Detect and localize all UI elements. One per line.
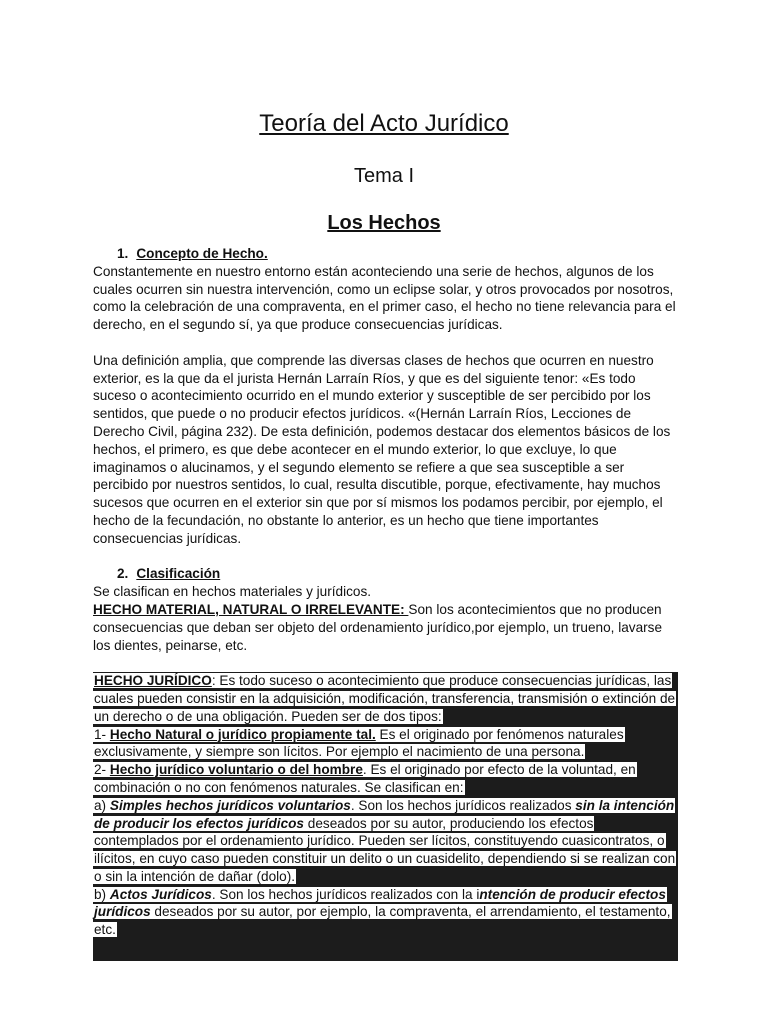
item-2-paragraph (93, 761, 678, 797)
item-a-label: Simples hechos jurídicos voluntarios (109, 797, 351, 813)
item-1-prefix: 1- (94, 726, 110, 742)
item-b-label: Actos Jurídicos (109, 886, 212, 902)
item-b-text-2: deseados por su autor, por ejemplo, la compraventa, el arrendamiento, el testamento, etc. (94, 904, 671, 938)
item-a-text-2: deseados por su autor, produciendo los efectos contemplados por el ordenamiento jurídico. Pueden ser lícitos, constituyendo cuasicontratos, o ilícitos, en cuyo caso pueden constituir un delito o un cuasidelito, dependiendo si se realizan con o sin la intención de dañar (dolo). (94, 815, 676, 884)
juridico-text: : Es todo suceso o acontecimiento que produce consecuencias jurídicas, las cuales pueden consistir en la adquisición, modificación, transferencia, transmisión o extinción de un derecho o de una obligación. Pueden ser de dos tipos: (94, 673, 676, 724)
item-b-paragraph (93, 886, 678, 939)
document-subtitle: Tema I (353, 165, 415, 187)
material-text: Son los acontecimientos que no producen consecuencias que deban ser objeto del ordenamiento jurídico,por ejemplo, un trueno, lavarse los dientes, peinarse, etc. (93, 601, 663, 653)
section-1-paragraph-2: Una definición amplia, que comprende las diversas clases de hechos que ocurren en nuestro exterior, es la que da el jurista Hernán Larraín Ríos, y que es del siguiente tenor: «Es todo suceso o acontecimiento ocurrido en el mundo exterior y susceptible de ser percibido por los sentidos, que puede o no producir efectos jurídicos. «(Hernán Larraín Ríos, Lecciones de Derecho Civil, página 232). De esta definición, podemos destacar dos elementos básicos de los hechos, el primero, es que debe acontecer en el mundo exterior, lo que excluye, lo que imaginamos o alucinamos, y el segundo elemento se refiere a que sea susceptible a ser percibido por nuestros sentidos, lo cual, resulta discutible, porque, efectivamente, hay muchos sucesos que ocurren en el exterior sin que por sí mismos los podamos percibir, por ejemplo, el hecho de la fecundación, no obstante lo anterior, es un hecho que tiene importantes consecuencias jurídicas. (93, 352, 671, 546)
item-2-label: Hecho jurídico voluntario o del hombre (109, 762, 363, 778)
item-a-text-1: . Son los hechos jurídicos realizados (350, 797, 576, 813)
item-b-text-1: . Son los hechos jurídicos realizados con la i (211, 886, 480, 902)
section-1-label: Concepto de Hecho. (136, 246, 268, 261)
juridico-label: HECHO JURÍDICO (94, 673, 212, 689)
section-2-heading (93, 565, 678, 583)
item-b-emphasis: ntención de producir efectos jurídicos (94, 886, 666, 920)
item-a-emphasis: sin la intención de producir los efectos jurídicos (94, 797, 675, 831)
material-label: HECHO MATERIAL, NATURAL O IRRELEVANTE: (93, 601, 409, 617)
section-2-number: 2. (117, 566, 129, 582)
section-2-label: Clasificación (136, 566, 221, 582)
item-1-paragraph (93, 726, 678, 762)
section-1-heading (93, 245, 678, 263)
item-b-prefix: b) (94, 886, 110, 902)
juridico-paragraph (93, 672, 678, 725)
document-body (93, 245, 678, 961)
item-a-paragraph (93, 797, 678, 886)
item-a-prefix: a) (94, 797, 110, 813)
material-paragraph (93, 601, 678, 654)
item-2-prefix: 2- (94, 762, 110, 778)
section-title: Los Hechos (327, 212, 441, 234)
section-2-intro: Se clasifican en hechos materiales y jurídicos. (93, 584, 372, 600)
item-1-label: Hecho Natural o jurídico propiamente tal. (109, 726, 376, 742)
section-1-paragraph-1: Constantemente en nuestro entorno están aconteciendo una serie de hechos, algunos de los cuales ocurren sin nuestra intervención, como un eclipse solar, y otros provocados por nosotros, como la celebración de una compraventa, en el primer caso, el hecho no tiene relevancia para el derecho, en el segundo sí, ya que produce consecuencias jurídicas. (93, 263, 676, 333)
text-selection-block[interactable] (93, 672, 678, 961)
section-1-number: 1. (117, 246, 129, 261)
item-2-text: . Es el originado por efecto de la voluntad, en combinación o no con fenómenos naturales. Se clasifican en: (94, 762, 636, 795)
document-title: Teoría del Acto Jurídico (259, 110, 509, 137)
item-1-text: Es el originado por fenómenos naturales exclusivamente, y siempre son lícitos. Por ejemplo el nacimiento de una persona. (94, 726, 624, 760)
